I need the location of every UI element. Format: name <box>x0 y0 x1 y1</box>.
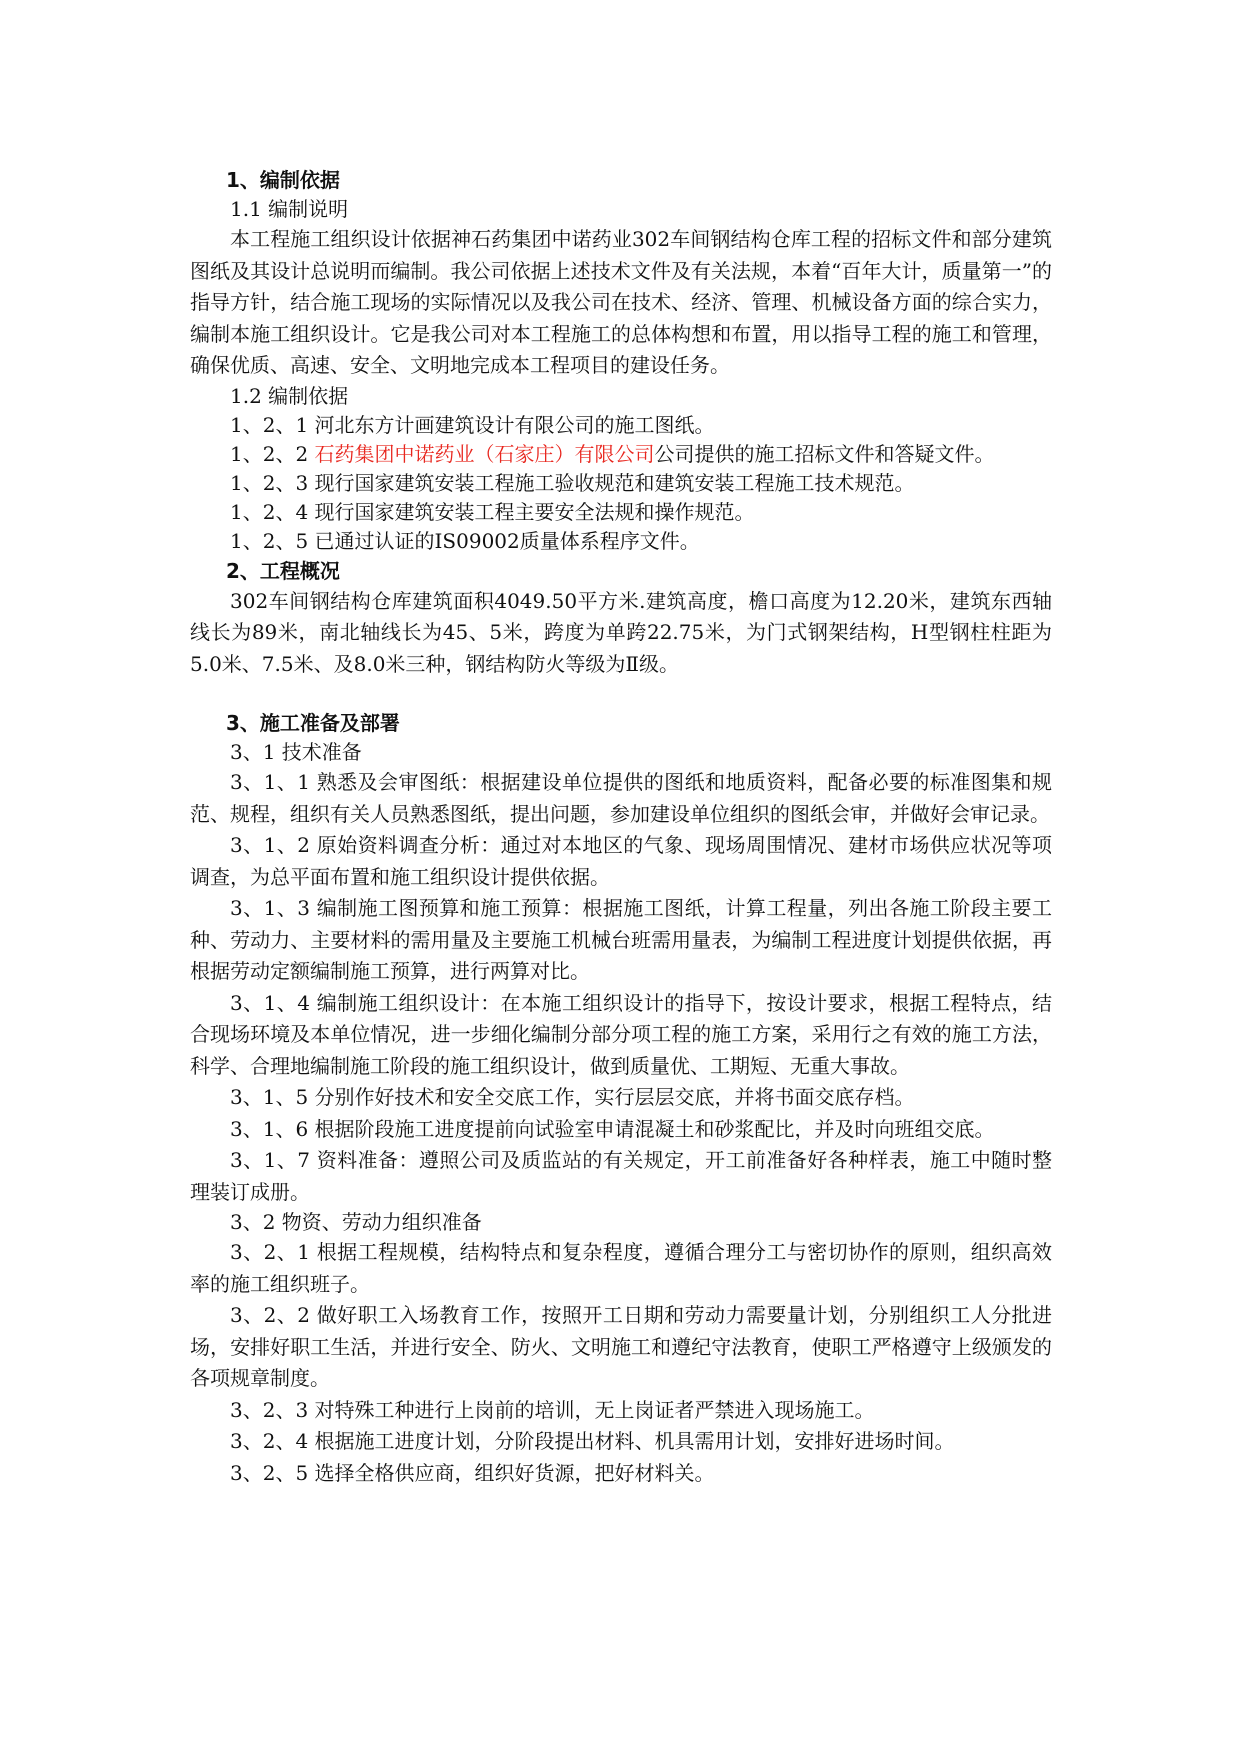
section-gap <box>190 680 1052 708</box>
item-3-2-1: 3、2、1 根据工程规模，结构特点和复杂程度，遵循合理分工与密切协作的原则，组织高效率的施工组织班子。 <box>190 1240 1052 1296</box>
item-3-1-7: 3、1、7 资料准备：遵照公司及质监站的有关规定，开工前准备好各种样表，施工中随时整理装订成册。 <box>190 1148 1052 1204</box>
item-3-1-3: 3、1、3 编制施工图预算和施工预算：根据施工图纸，计算工程量，列出各施工阶段主要工种、劳动力、主要材料的需用量及主要施工机械台班需用量表，为编制工程进度计划提供依据，再根据劳动定额编制施工预算，进行两算对比。 <box>190 896 1052 983</box>
item-3-2-2: 3、2、2 做好职工入场教育工作，按照开工日期和劳动力需要量计划，分别组织工人分批进场，安排好职工生活，并进行安全、防火、文明施工和遵纪守法教育，使职工严格遵守上级颁发的各项规章制度。 <box>190 1303 1052 1390</box>
section-1-heading: 1、编制依据 <box>226 168 340 192</box>
item-1-2-2-suffix: 公司提供的施工招标文件和答疑文件。 <box>654 441 995 466</box>
item-3-2-5: 3、2、5 选择全格供应商，组织好货源，把好材料关。 <box>230 1460 715 1485</box>
item-1-2-2-company-highlight: 石药集团中诺药业（石家庄）有限公司 <box>314 441 655 466</box>
section-2-body: 302车间钢结构仓库建筑面积4049.50平方米.建筑高度，檐口高度为12.20米，建筑东西轴线长为89米，南北轴线长为45、5米，跨度为单跨22.75米，为门式钢架结构，H型钢柱柱距为5.0米、7.5米、及8.0米三种，钢结构防火等级为Ⅱ级。 <box>190 588 1052 676</box>
item-3-1-6: 3、1、6 根据阶段施工进度提前向试验室申请混凝土和砂浆配比，并及时向班组交底。 <box>230 1116 995 1141</box>
item-3-2-3: 3、2、3 对特殊工种进行上岗前的培训，无上岗证者严禁进入现场施工。 <box>230 1397 875 1422</box>
item-3-1-4: 3、1、4 编制施工组织设计：在本施工组织设计的指导下，按设计要求，根据工程特点，结合现场环境及本单位情况，进一步细化编制分部分项工程的施工方案，采用行之有效的施工方法，科学、合理地编制施工阶段的施工组织设计，做到质量优、工期短、无重大事故。 <box>190 990 1052 1078</box>
item-1-2-4: 1、2、4 现行国家建筑安装工程主要安全法规和操作规范。 <box>230 499 755 524</box>
item-3-1-2: 3、1、2 原始资料调查分析：通过对本地区的气象、现场周围情况、建材市场供应状况等项调查，为总平面布置和施工组织设计提供依据。 <box>190 833 1052 889</box>
subsection-3-1-title: 3、1 技术准备 <box>230 740 362 764</box>
section-2-heading: 2、工程概况 <box>226 558 340 583</box>
subsection-1-1-body: 本工程施工组织设计依据神石药集团中诺药业302车间钢结构仓库工程的招标文件和部分建筑图纸及其设计总说明而编制。我公司依据上述技术文件及有关法规，本着“百年大计，质量第一”的指导方针，结合施工现场的实际情况以及我公司在技术、经济、管理、机械设备方面的综合实力，编制本施工组织设计。它是我公司对本工程施工的总体构想和布置，用以指导工程的施工和管理，确保优质、高速、安全、文明地完成本工程项目的建设任务。 <box>190 227 1052 377</box>
subsection-1-2-title: 1.2 编制依据 <box>230 383 349 408</box>
item-3-1-1: 3、1、1 熟悉及会审图纸：根据建设单位提供的图纸和地质资料，配备必要的标准图集和规范、规程，组织有关人员熟悉图纸，提出问题，参加建设单位组织的图纸会审，并做好会审记录。 <box>190 770 1052 826</box>
item-3-1-5: 3、1、5 分别作好技术和安全交底工作，实行层层交底，并将书面交底存档。 <box>230 1085 915 1109</box>
document-page <box>190 165 1052 1489</box>
item-1-2-2-prefix: 1、2、2 <box>230 441 315 466</box>
section-3-heading: 3、施工准备及部署 <box>226 711 400 735</box>
subsection-3-2-title: 3、2 物资、劳动力组织准备 <box>230 1210 482 1234</box>
item-1-2-2 <box>190 440 1052 469</box>
item-1-2-3: 1、2、3 现行国家建筑安装工程施工验收规范和建筑安装工程施工技术规范。 <box>230 470 915 495</box>
item-1-2-5: 1、2、5 已通过认证的IS09002质量体系程序文件。 <box>230 528 700 553</box>
item-1-2-1: 1、2、1 河北东方计画建筑设计有限公司的施工图纸。 <box>230 412 715 437</box>
subsection-1-1-title: 1.1 编制说明 <box>230 197 349 221</box>
item-3-2-4: 3、2、4 根据施工进度计划，分阶段提出材料、机具需用计划，安排好进场时间。 <box>230 1429 955 1453</box>
